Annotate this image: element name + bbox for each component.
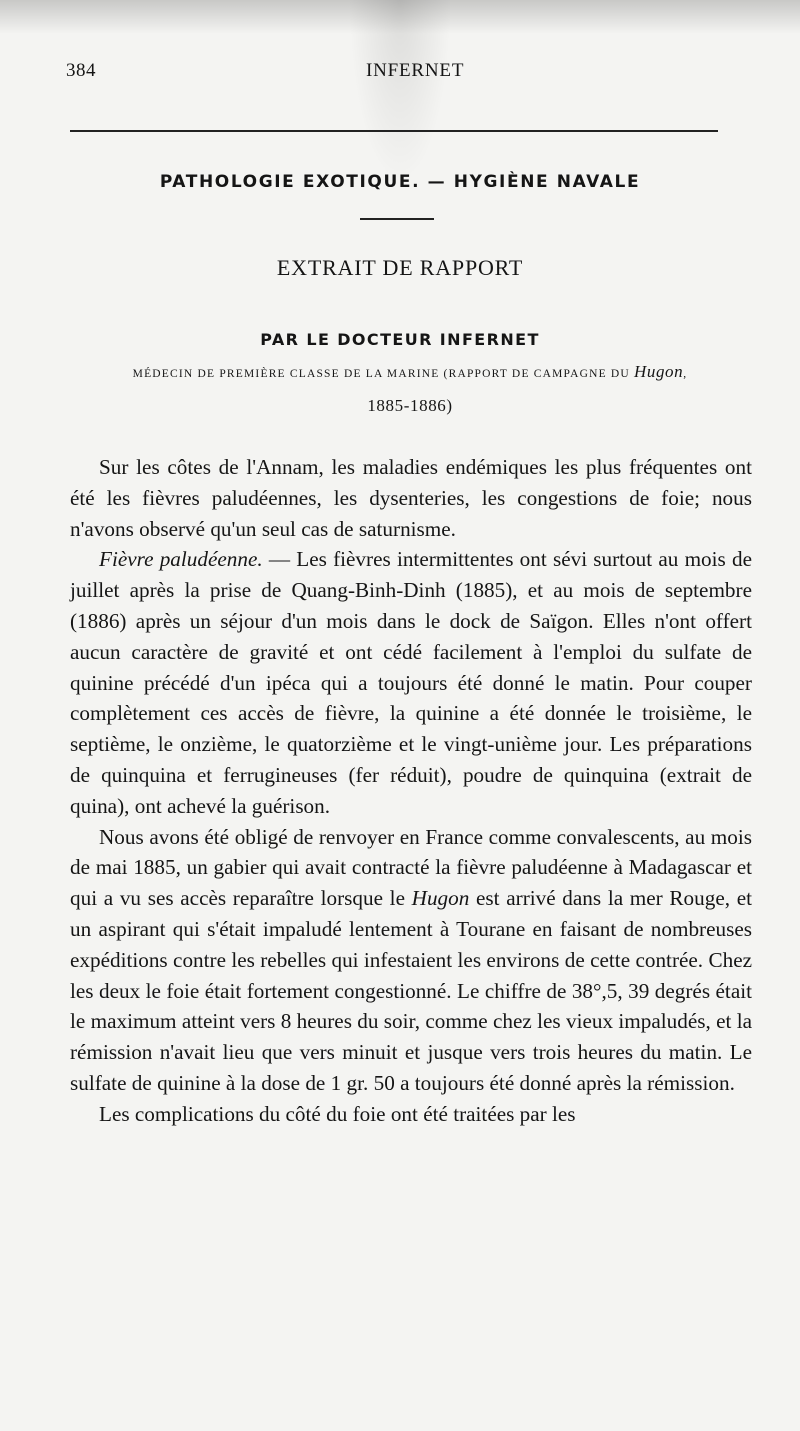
paragraph (70, 544, 752, 821)
affiliation-suffix: , (683, 368, 688, 380)
paragraph-text: Sur les côtes de l'Annam, les maladies endémiques les plus fréquentes ont été les fièvres paludéennes, les dysenteries, les congestions de foie; nous n'avons observé qu'un seul cas de saturnisme. (70, 455, 752, 541)
paragraph (70, 452, 752, 544)
title-divider (360, 218, 434, 220)
running-title: INFERNET (366, 60, 465, 81)
paragraph (70, 1099, 752, 1130)
section-title: PATHOLOGIE EXOTIQUE. — HYGIÈNE NAVALE (159, 172, 641, 192)
extract-title: EXTRAIT DE RAPPORT (276, 255, 524, 280)
author-affiliation (95, 362, 725, 416)
ship-name: Hugon (633, 362, 684, 381)
campaign-date: 1885-1886) (367, 396, 453, 415)
paragraph-text: Nous avons été obligé de renvoyer en France comme convalescents, au mois de mai 1885, un gabier qui avait contracté la fièvre paludéenne à Madagascar et qui a vu ses accès reparaître lorsque le (70, 824, 752, 911)
running-head (66, 60, 726, 84)
header-rule (70, 130, 718, 132)
scan-shadow (0, 0, 800, 34)
paragraph-heading: Fièvre paludéenne. (99, 547, 263, 572)
paragraph-text: Les complications du côté du foie ont été traitées par les (99, 1101, 576, 1126)
page-number: 384 (66, 60, 96, 81)
affiliation-prefix: MÉDECIN DE PREMIÈRE CLASSE DE LA MARINE (RAPPORT DE CAMPAGNE DU (132, 368, 634, 380)
paragraph-text: est arrivé dans la mer Rouge, et un aspirant qui s'était impaludé lentement à Tourane en faisant de nombreuses expéditions contre les rebelles qui infestaient les environs de cette contrée. Chez les deux le foie était fortement congestionné. Le chiffre de 38°,5, 39 degrés était le maximum atteint vers 8 heures du soir, comme chez les vieux impaludés, et la rémission n'avait lieu que vers minuit et jusque vers trois heures du matin. Le sulfate de quinine à la dose de 1 gr. 50 a toujours été donné après la rémission. (70, 886, 752, 1095)
paragraph-text: — Les fièvres intermittentes ont sévi surtout au mois de juillet après la prise de Quang-Binh-Dinh (1885), et au mois de septembre (1886) après un séjour d'un mois dans le dock de Saïgon. Elles n'ont offert aucun caractère de gravité et ont cédé facilement à l'emploi du sulfate de quinine précédé d'un ipéca qui a toujours été donné le matin. Pour couper complètement ces accès de fièvre, la quinine a été donnée le troisième, le septième, le onzième, le quatorzième et le vingt-unième jour. Les préparations de quinquina et ferrugineuses (fer réduit), poudre de quinquina (extrait de quina), ont achevé la guérison. (70, 547, 752, 818)
paragraph (70, 822, 752, 1099)
author-line: PAR LE DOCTEUR INFERNET (260, 330, 540, 349)
ship-name-inline: Hugon (411, 886, 470, 911)
report-body (70, 452, 752, 1130)
